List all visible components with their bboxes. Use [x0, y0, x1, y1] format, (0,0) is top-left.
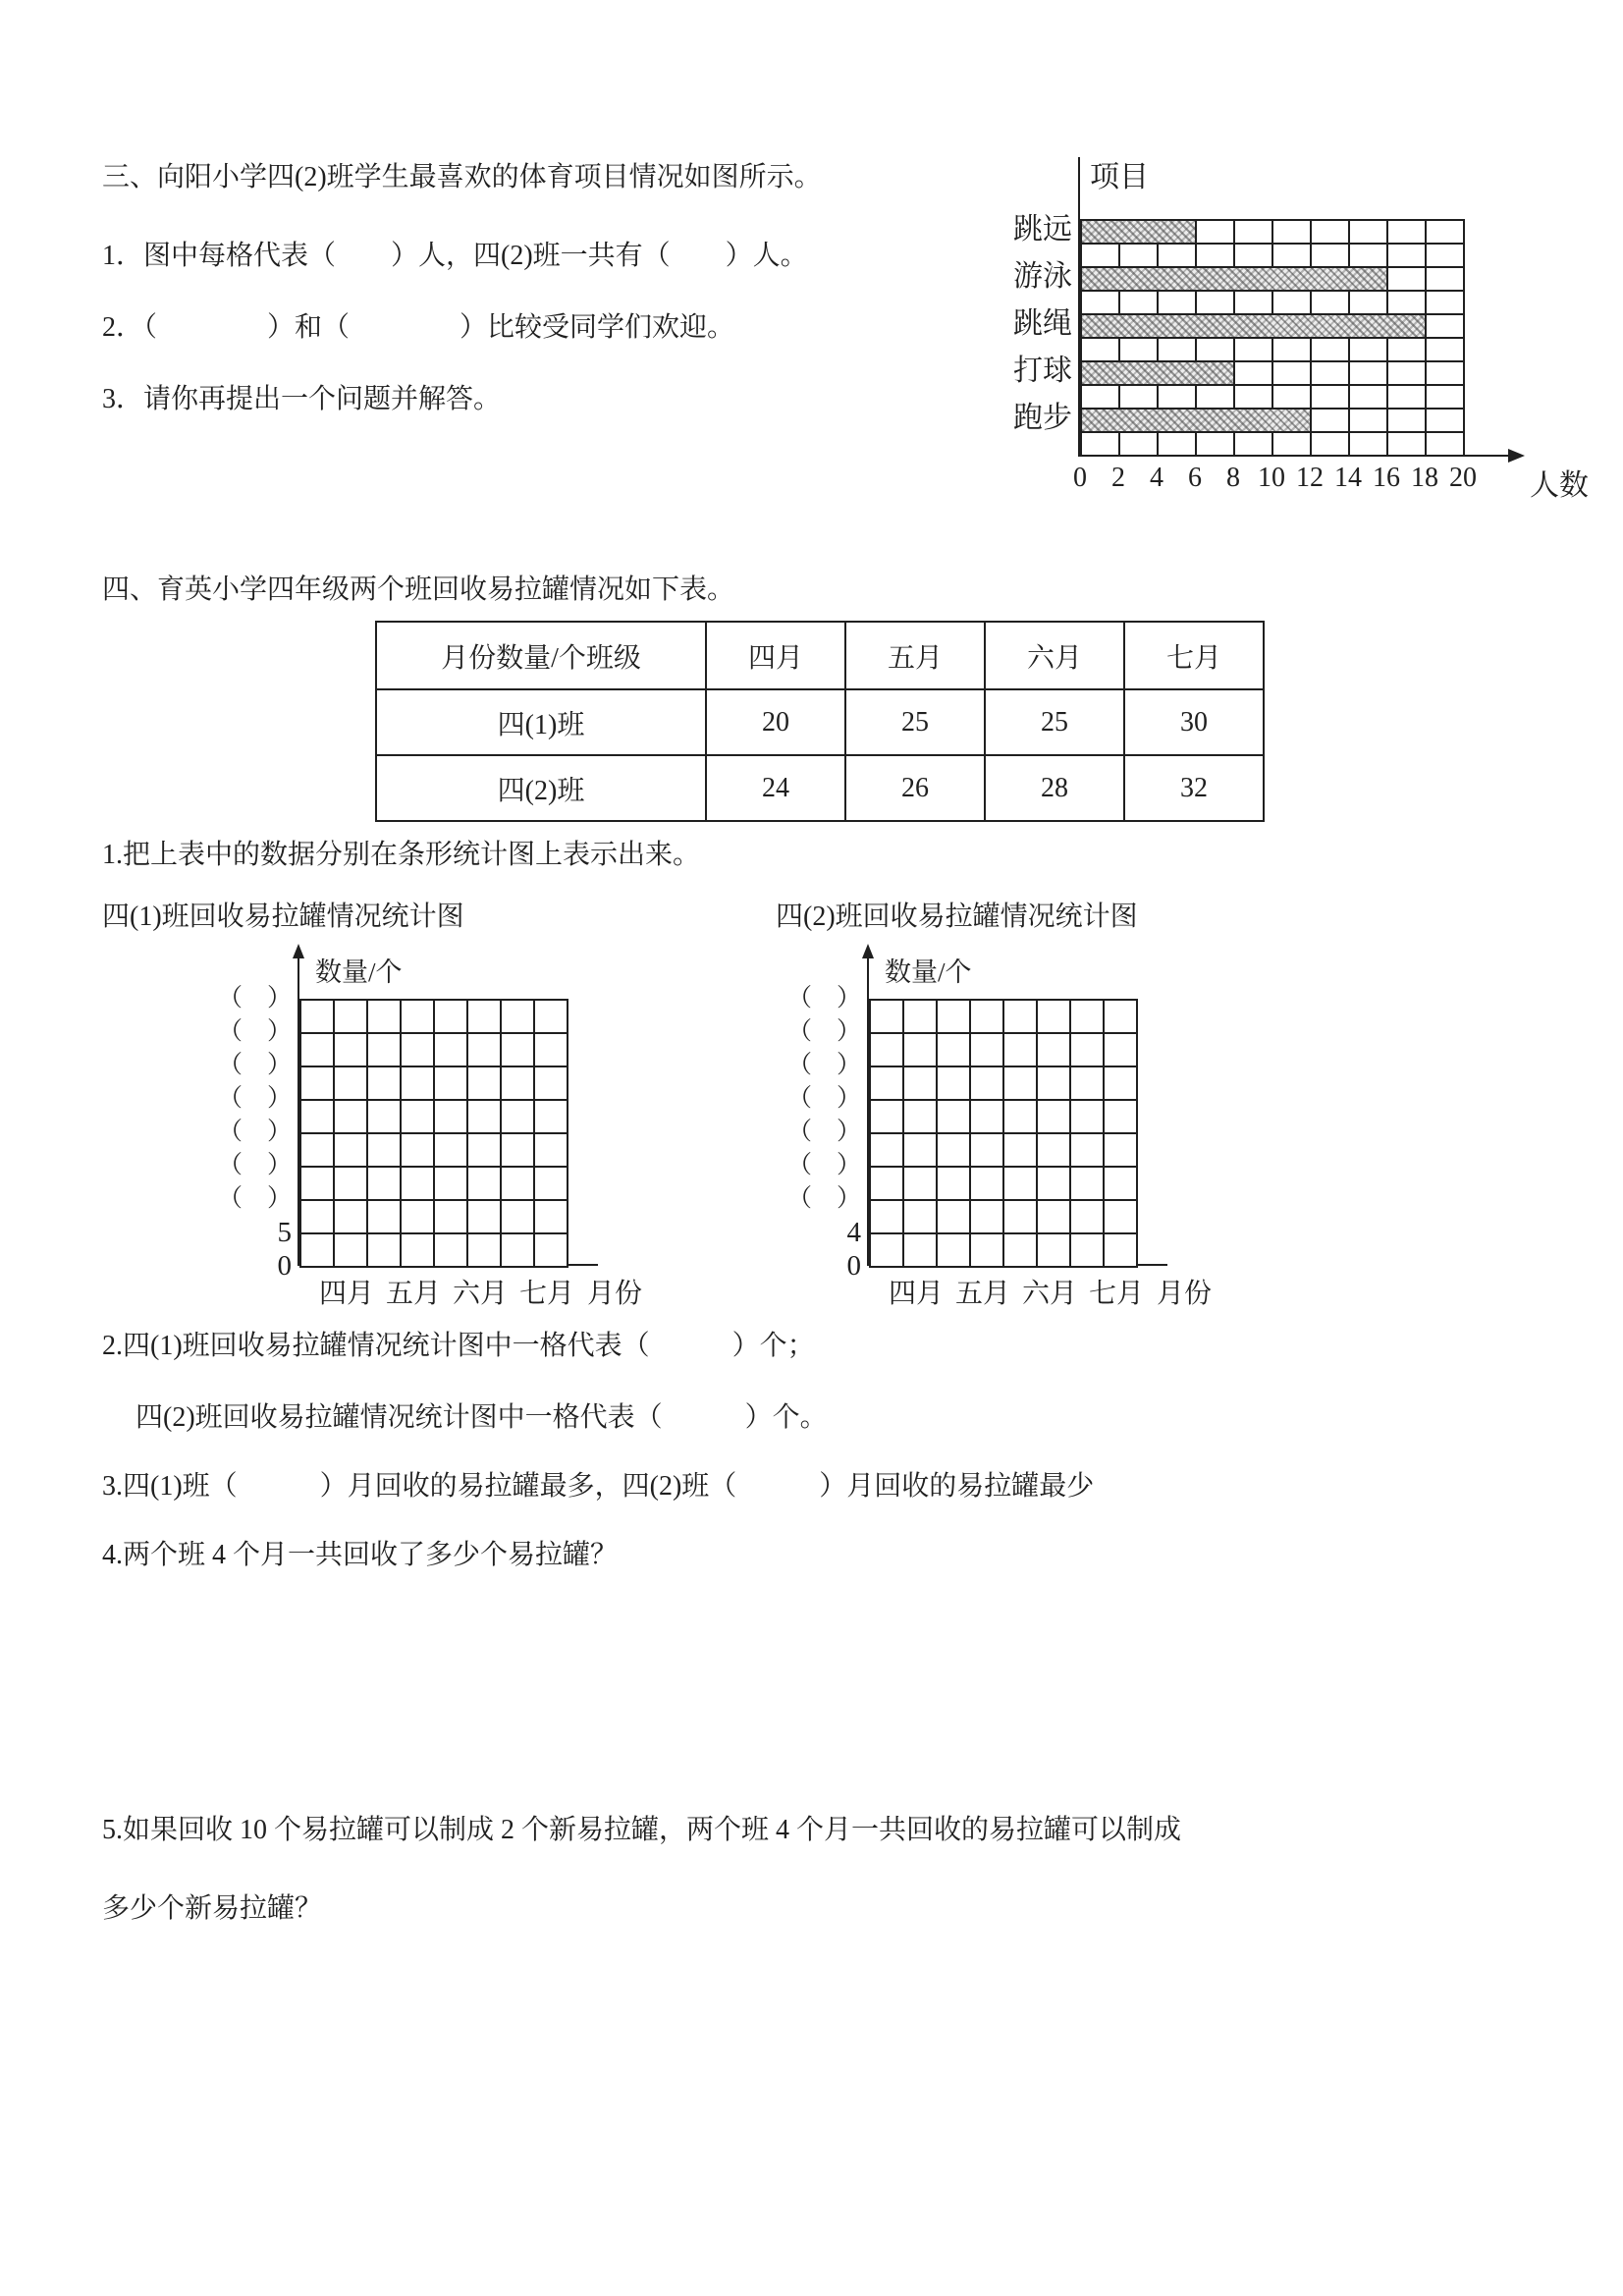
chart1-x-tick: 七月 — [518, 1279, 574, 1309]
section3-question-1: 1．图中每格代表（ ）人，四(2)班一共有（ ）人。 — [102, 241, 808, 271]
chart1-x-axis-line — [567, 1264, 598, 1266]
sports-category-label: 跑步 — [1013, 402, 1072, 434]
recycle-table-row — [376, 755, 1264, 821]
recycle-value-cell: 24 — [706, 755, 845, 821]
chart1-y-tick: （ ） — [217, 985, 292, 1011]
section4-question-3: 3.四(1)班（ ）月回收的易拉罐最多，四(2)班（ ）月回收的易拉罐最少 — [102, 1471, 1095, 1502]
recycle-value-cell: 28 — [985, 755, 1124, 821]
sports-category-label: 打球 — [1013, 355, 1072, 387]
recycle-value-cell: 32 — [1124, 755, 1264, 821]
recycle-table-header-cell: 月份数量/个班级 — [376, 622, 706, 689]
sports-grid — [1080, 219, 1465, 457]
sports-bar — [1082, 362, 1233, 384]
recycle-row-label: 四(2)班 — [376, 755, 706, 821]
chart2-y-tick: （ ） — [786, 1185, 861, 1212]
chart2-y-tick: （ ） — [786, 1085, 861, 1112]
section3-title: 三、向阳小学四(2)班学生最喜欢的体育项目情况如图所示。 — [102, 162, 822, 192]
section4-question-5-line2: 多少个新易拉罐？ — [102, 1893, 323, 1924]
chart2-x-axis-line — [1136, 1264, 1167, 1266]
sports-x-axis-line — [1463, 455, 1512, 457]
chart2-x-tick: 四月 — [888, 1279, 944, 1309]
chart1-y-tick: 5 — [277, 1217, 292, 1248]
chart1-title: 四(1)班回收易拉罐情况统计图 — [102, 902, 464, 932]
sports-y-axis-label: 项目 — [1090, 161, 1149, 193]
chart2-y-axis-label: 数量/个 — [885, 957, 972, 987]
recycle-table — [375, 621, 1265, 822]
sports-x-axis-arrow-icon — [1508, 449, 1525, 463]
chart1-x-tick: 四月 — [318, 1279, 374, 1309]
chart2-y-tick: （ ） — [786, 1018, 861, 1045]
sports-category-label: 游泳 — [1013, 260, 1072, 293]
chart1-x-axis-label: 月份 — [587, 1279, 643, 1309]
recycle-table-head-row — [376, 622, 1264, 689]
chart2-y-tick: （ ） — [786, 1052, 861, 1078]
recycle-table-head — [376, 622, 1264, 689]
chart2-x-tick: 六月 — [1021, 1279, 1077, 1309]
chart2-title: 四(2)班回收易拉罐情况统计图 — [776, 902, 1138, 932]
chart1 — [128, 933, 717, 1326]
recycle-table-header-cell: 七月 — [1124, 622, 1264, 689]
chart1-y-tick: （ ） — [217, 1185, 292, 1212]
sports-category-label: 跳远 — [1013, 213, 1072, 246]
sports-bar — [1082, 221, 1195, 243]
chart2-x-tick: 五月 — [954, 1279, 1010, 1309]
sports-x-tick: 14 — [1334, 463, 1362, 493]
chart2 — [697, 933, 1286, 1326]
chart1-y-axis-label: 数量/个 — [315, 957, 403, 987]
section4-title: 四、育英小学四年级两个班回收易拉罐情况如下表。 — [102, 574, 735, 605]
chart2-x-axis-label: 月份 — [1157, 1279, 1213, 1309]
recycle-row-label: 四(1)班 — [376, 689, 706, 755]
recycle-value-cell: 26 — [845, 755, 985, 821]
section4-question-4: 4.两个班 4 个月一共回收了多少个易拉罐？ — [102, 1540, 619, 1570]
recycle-table-header-cell: 四月 — [706, 622, 845, 689]
chart1-y-tick: （ ） — [217, 1018, 292, 1045]
chart1-y-tick: （ ） — [217, 1085, 292, 1112]
recycle-table-header-cell: 六月 — [985, 622, 1124, 689]
chart2-y-tick: （ ） — [786, 1152, 861, 1178]
sports-categories — [1001, 103, 1074, 496]
recycle-value-cell: 25 — [845, 689, 985, 755]
sports-x-tick: 2 — [1111, 463, 1125, 493]
recycle-table-row — [376, 689, 1264, 755]
sports-bar — [1082, 268, 1386, 290]
sports-x-tick: 16 — [1373, 463, 1400, 493]
chart2-y-ticks — [731, 933, 861, 1296]
chart1-y-ticks — [162, 933, 292, 1296]
sports-x-axis-label: 人数 — [1530, 469, 1589, 502]
sports-x-tick: 6 — [1188, 463, 1202, 493]
sports-x-tick: 0 — [1073, 463, 1087, 493]
section3-question-3: 3．请你再提出一个问题并解答。 — [102, 384, 502, 414]
recycle-value-cell: 20 — [706, 689, 845, 755]
chart1-grid — [299, 999, 568, 1268]
chart1-y-tick: （ ） — [217, 1119, 292, 1145]
chart2-x-tick: 七月 — [1088, 1279, 1144, 1309]
sports-x-tick: 10 — [1258, 463, 1285, 493]
chart2-y-tick: （ ） — [786, 1119, 861, 1145]
chart1-x-tick: 五月 — [385, 1279, 441, 1309]
chart2-y-tick: 4 — [846, 1217, 861, 1248]
recycle-table-body — [376, 689, 1264, 821]
sports-x-tick: 20 — [1449, 463, 1477, 493]
sports-x-tick: 8 — [1226, 463, 1240, 493]
chart1-y-tick: （ ） — [217, 1052, 292, 1078]
recycle-value-cell: 25 — [985, 689, 1124, 755]
sports-category-label: 跳绳 — [1013, 307, 1072, 340]
section4-question-5-line1: 5.如果回收 10 个易拉罐可以制成 2 个新易拉罐，两个班 4 个月一共回收的易拉罐可以制成 — [102, 1815, 1182, 1845]
recycle-table-header-cell: 五月 — [845, 622, 985, 689]
chart1-x-tick: 六月 — [452, 1279, 508, 1309]
chart2-y-tick: （ ） — [786, 985, 861, 1011]
section4-question-2b: 四(2)班回收易拉罐情况统计图中一格代表（ ）个。 — [135, 1402, 828, 1433]
sports-bar — [1082, 410, 1310, 431]
chart1-y-tick: （ ） — [217, 1152, 292, 1178]
recycle-value-cell: 30 — [1124, 689, 1264, 755]
sports-x-tick: 4 — [1150, 463, 1163, 493]
chart2-y-tick: 0 — [846, 1250, 861, 1282]
sports-bar-chart — [1001, 103, 1623, 516]
chart1-y-tick: 0 — [277, 1250, 292, 1282]
sports-x-tick: 18 — [1411, 463, 1438, 493]
section4-question-2a: 2.四(1)班回收易拉罐情况统计图中一格代表（ ）个； — [102, 1331, 815, 1361]
section4-question-1: 1.把上表中的数据分别在条形统计图上表示出来。 — [102, 840, 701, 870]
sports-bar — [1082, 315, 1425, 337]
sports-x-tick: 12 — [1296, 463, 1324, 493]
section3-question-2: 2．（ ）和（ ）比较受同学们欢迎。 — [102, 312, 735, 343]
chart2-grid — [869, 999, 1138, 1268]
